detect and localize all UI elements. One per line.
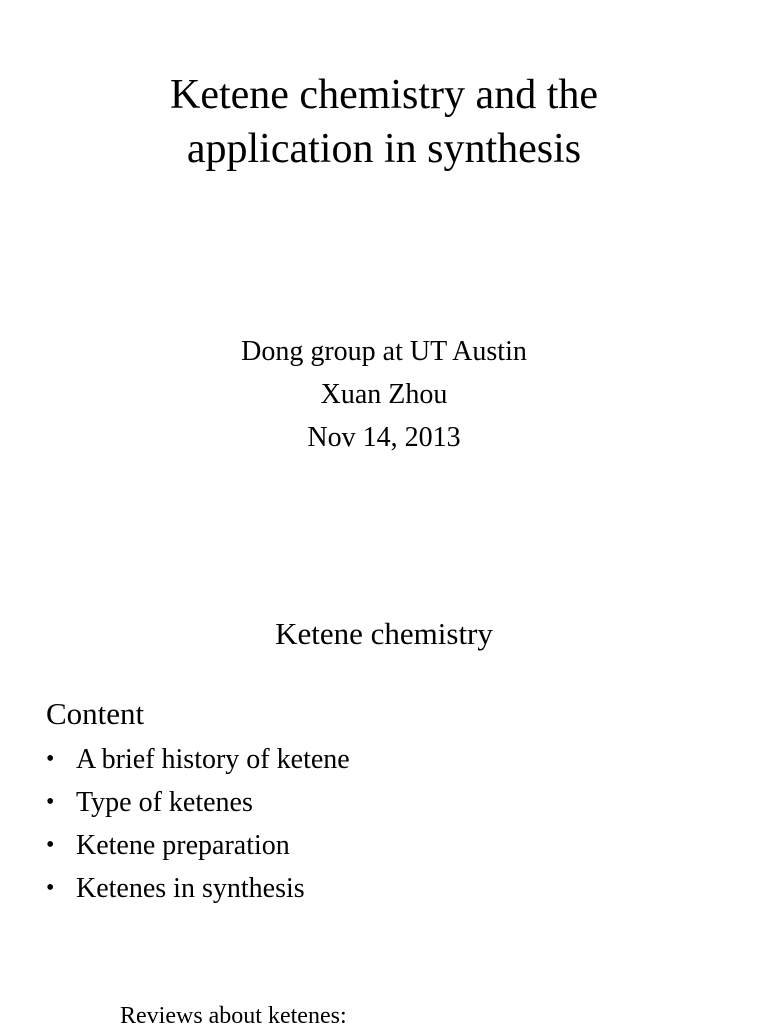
section-title: Ketene chemistry (275, 616, 493, 651)
bullet-icon: • (46, 832, 55, 858)
list-item-text: Ketenes in synthesis (76, 873, 305, 904)
title-line-1: Ketene chemistry and the (170, 72, 598, 118)
list-item-text: Type of ketenes (76, 787, 253, 818)
document-title (0, 68, 768, 176)
author-name: Xuan Zhou (320, 379, 448, 410)
group-name: Dong group at UT Austin (241, 336, 527, 367)
presentation-date: Nov 14, 2013 (307, 422, 461, 453)
content-heading: Content (46, 696, 145, 731)
bullet-icon: • (46, 746, 55, 772)
bullet-icon: • (46, 789, 55, 815)
list-item-text: Ketene preparation (76, 830, 290, 861)
list-item (46, 781, 350, 824)
title-line-2: application in synthesis (186, 126, 582, 172)
reviews-label: Reviews about ketenes: (120, 1003, 347, 1024)
author-block (0, 330, 768, 459)
list-item (46, 824, 350, 867)
content-list (46, 738, 350, 910)
list-item (46, 738, 350, 781)
bullet-icon: • (46, 875, 55, 901)
list-item (46, 867, 350, 910)
list-item-text: A brief history of ketene (76, 744, 350, 775)
